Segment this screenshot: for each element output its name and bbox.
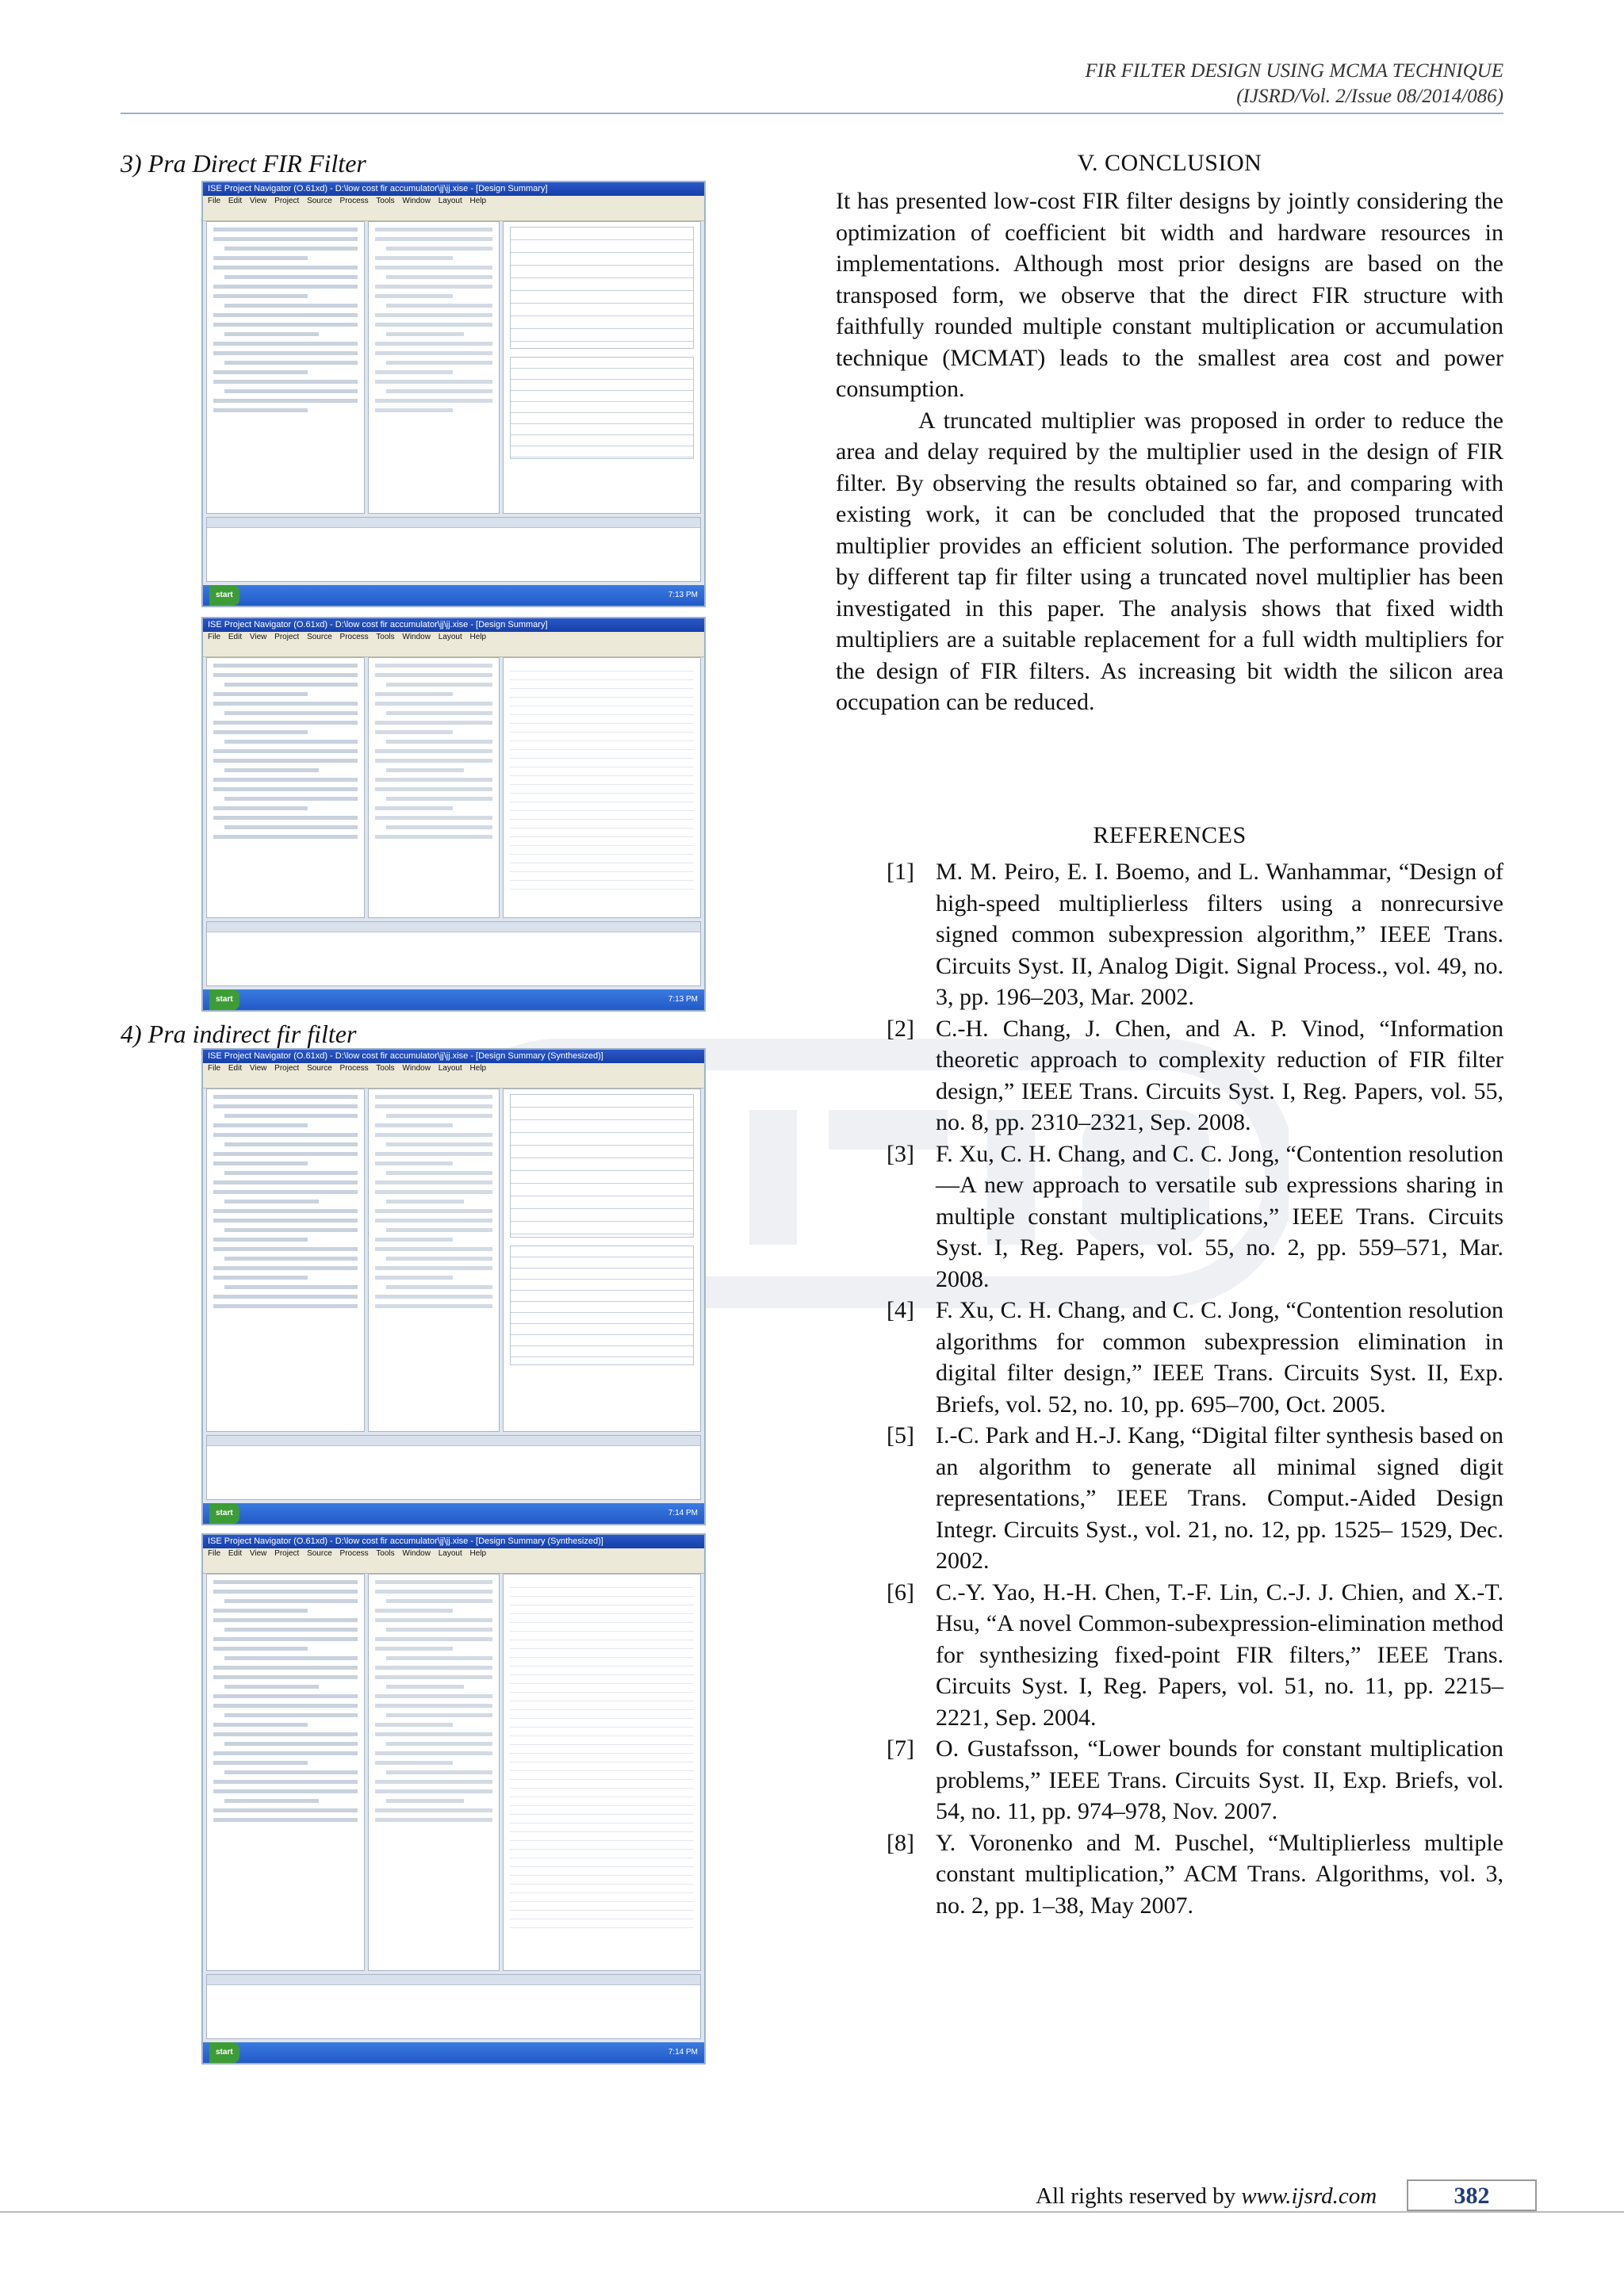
design-objects-panel — [206, 517, 701, 582]
reference-text: F. Xu, C. H. Chang, and C. C. Jong, “Contention resolution algorithms for common subexpression elimination in digital filter design,” IEEE Trans. Circuits Syst. II, Exp. Briefs, vol. 52, no. 10, pp. 695–700, Oct. 2005. — [936, 1297, 1503, 1418]
reference-text: C.-Y. Yao, H.-H. Chen, T.-F. Lin, C.-J. J. Chien, and X.-T. Hsu, “A novel Common-subexpression-elimination method for synthesizing fixed-point FIR filters,” IEEE Trans. Circuits Syst. I, Reg. Papers, vol. 51, no. 11, pp. 2215–2221, Sep. 2004. — [936, 1578, 1503, 1731]
reference-item — [836, 1013, 1503, 1138]
reference-text: F. Xu, C. H. Chang, and C. C. Jong, “Contention resolution—A new approach to versatile sub expressions sharing in multiple constant multiplications,” IEEE Trans. Circuits Syst. I, Reg. Papers, vol. 55, no. 2, pp. 559–571, Mar. 2008. — [936, 1140, 1503, 1292]
running-header-citation: (IJSRD/Vol. 2/Issue 08/2014/086) — [1236, 86, 1503, 107]
screenshot-menu-bar: File Edit View Project Source Process Tools Window Layout Help — [203, 632, 704, 643]
footer-rights — [1036, 2182, 1377, 2210]
design-overview-panel — [368, 221, 500, 514]
reference-number: [8] — [887, 1829, 914, 1856]
start-button: start — [209, 989, 239, 1010]
header-rule — [121, 113, 1503, 114]
subsection-heading-indirect-fir: 4) Pra indirect fir filter — [121, 1020, 357, 1048]
design-objects-panel — [206, 1435, 701, 1500]
timing-report-panel — [503, 657, 701, 918]
reference-number: [4] — [887, 1297, 914, 1323]
screenshot-title-bar: ISE Project Navigator (O.61xd) - D:\low cost fir accumulator\jj\jj.xise - [Design Summary] — [203, 182, 704, 196]
ise-navigator-screenshot-2 — [201, 617, 706, 1012]
conclusion-heading: V. CONCLUSION — [1077, 150, 1262, 176]
start-button: start — [209, 2042, 239, 2063]
windows-taskbar — [203, 989, 704, 1010]
reference-item — [836, 856, 1503, 1013]
reference-text: Y. Voronenko and M. Puschel, “Multiplierless multiple constant multiplication,” ACM Trans. Algorithms, vol. 3, no. 2, pp. 1–38, May 2007. — [936, 1829, 1503, 1919]
windows-taskbar — [203, 585, 704, 606]
hierarchy-panel — [206, 1574, 365, 1971]
footer-site-link[interactable]: www.ijsrd.com — [1241, 2183, 1377, 2209]
design-overview-panel — [368, 1089, 500, 1432]
reference-item — [836, 1420, 1503, 1577]
subsection-heading-direct-fir: 3) Pra Direct FIR Filter — [121, 149, 366, 178]
timing-report-panel — [503, 1574, 701, 1971]
running-header-title: FIR FILTER DESIGN USING MCMA TECHNIQUE — [1085, 60, 1503, 82]
conclusion-paragraph-1: It has presented low-cost FIR filter designs by jointly considering the optimization of coefficient bit width and hardware resources in implementations. Although most prior designs are based on the transposed form, we observe that the direct FIR structure with faithfully rounded multiple constant multiplication or accumulation technique (MCMAT) leads to the smallest area cost and power consumption. — [836, 188, 1503, 402]
hierarchy-panel — [206, 1089, 365, 1432]
footer-rights-text: All rights reserved by — [1036, 2183, 1242, 2209]
reference-number: [3] — [887, 1140, 914, 1167]
reference-text: C.-H. Chang, J. Chen, and A. P. Vinod, “Information theoretic approach to complexity reduction of FIR filter design,” IEEE Trans. Circuits Syst. I, Reg. Papers, vol. 55, no. 8, pp. 2310–2321, Sep. 2008. — [936, 1015, 1503, 1135]
design-objects-panel — [206, 921, 701, 986]
design-summary-panel — [503, 1089, 701, 1432]
screenshot-title-bar: ISE Project Navigator (O.61xd) - D:\low cost fir accumulator\jj\jj.xise - [Design Summary] — [203, 618, 704, 632]
hierarchy-panel — [206, 657, 365, 918]
reference-number: [2] — [887, 1015, 914, 1042]
design-objects-panel — [206, 1974, 701, 2039]
screenshot-title-bar: ISE Project Navigator (O.61xd) - D:\low cost fir accumulator\jj\jj.xise - [Design Summary (Synthesized)] — [203, 1050, 704, 1063]
reference-number: [7] — [887, 1735, 914, 1762]
reference-item — [836, 1295, 1503, 1420]
screenshot-toolbar — [203, 207, 704, 221]
reference-text: M. M. Peiro, E. I. Boemo, and L. Wanhammar, “Design of high-speed multiplierless filters using a nonrecursive signed common subexpression algorithm,” IEEE Trans. Circuits Syst. II, Analog Digit. Signal Process., vol. 49, no. 3, pp. 196–203, Mar. 2002. — [936, 859, 1503, 1010]
taskbar-clock: 7:13 PM — [668, 995, 698, 1004]
screenshot-menu-bar: File Edit View Project Source Process Tools Window Layout Help — [203, 1063, 704, 1074]
design-summary-panel — [503, 221, 701, 514]
reference-item — [836, 1577, 1503, 1734]
taskbar-clock: 7:14 PM — [668, 1509, 698, 1517]
references-section — [836, 820, 1503, 1921]
page-number: 382 — [1407, 2179, 1537, 2211]
reference-text: O. Gustafsson, “Lower bounds for constant multiplication problems,” IEEE Trans. Circuits Syst. II, Exp. Briefs, vol. 54, no. 11, pp. 974–978, Nov. 2007. — [936, 1735, 1503, 1824]
screenshot-toolbar — [203, 1559, 704, 1574]
screenshot-toolbar — [203, 643, 704, 657]
reference-item — [836, 1733, 1503, 1827]
screenshot-title-bar: ISE Project Navigator (O.61xd) - D:\low cost fir accumulator\jj\jj.xise - [Design Summary (Synthesized)] — [203, 1535, 704, 1548]
reference-number: [1] — [887, 859, 914, 885]
ise-navigator-screenshot-1 — [201, 181, 706, 607]
design-overview-panel — [368, 1574, 500, 1971]
windows-taskbar — [203, 2042, 704, 2063]
ise-navigator-screenshot-4 — [201, 1533, 706, 2064]
reference-number: [6] — [887, 1578, 914, 1605]
conclusion-section — [836, 147, 1503, 718]
reference-item — [836, 1827, 1503, 1922]
taskbar-clock: 7:13 PM — [668, 591, 698, 599]
windows-taskbar — [203, 1503, 704, 1524]
references-heading: REFERENCES — [1093, 822, 1247, 848]
footer-rule — [0, 2211, 1624, 2213]
start-button: start — [209, 1503, 239, 1524]
conclusion-paragraph-2: A truncated multiplier was proposed in order to reduce the area and delay required by the multiplier used in the design of FIR filter. By observing the results obtained so far, and comparing with existing work, it can be concluded that the proposed truncated multiplier provides an efficient solution. The performance provided by different tap fir filter using a truncated novel multiplier has been investigated in this paper. The analysis shows that fixed width multipliers are a suitable replacement for a full width multipliers for the design of FIR filters. As increasing bit width the silicon area occupation can be reduced. — [836, 407, 1503, 715]
hierarchy-panel — [206, 221, 365, 514]
reference-item — [836, 1138, 1503, 1295]
taskbar-clock: 7:14 PM — [668, 2048, 698, 2057]
design-overview-panel — [368, 657, 500, 918]
screenshot-menu-bar: File Edit View Project Source Process Tools Window Layout Help — [203, 1548, 704, 1559]
reference-text: I.-C. Park and H.-J. Kang, “Digital filter synthesis based on an algorithm to generate all minimal signed digit representations,” IEEE Trans. Comput.-Aided Design Integr. Circuits Syst., vol. 21, no. 12, pp. 1525– 1529, Dec. 2002. — [936, 1422, 1503, 1574]
start-button: start — [209, 585, 239, 606]
screenshot-menu-bar: File Edit View Project Source Process Tools Window Layout Help — [203, 196, 704, 207]
ise-navigator-screenshot-3 — [201, 1048, 706, 1525]
reference-number: [5] — [887, 1422, 914, 1448]
screenshot-toolbar — [203, 1074, 704, 1089]
